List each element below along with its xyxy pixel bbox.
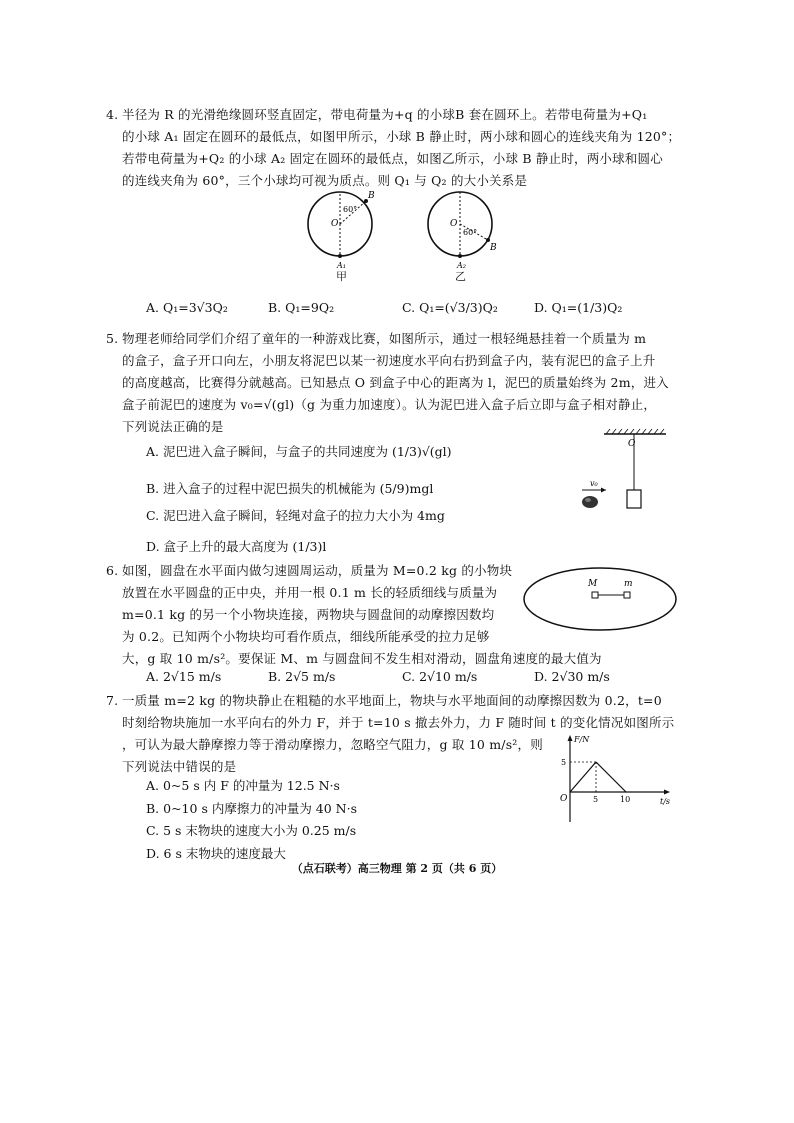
x-tick-5: 5 xyxy=(593,795,599,804)
question-number: 5. xyxy=(106,331,119,346)
question-text-line: 盒子前泥巴的速度为 v₀=√(gl)（g 为重力加速度）。认为泥巴进入盒子后立即与盒子相对静止， xyxy=(122,397,657,412)
label-A1: A₁ xyxy=(337,261,346,270)
page-footer: （点石联考）高三物理 第 2 页（共 6 页） xyxy=(291,862,503,875)
question-text-line: 的连线夹角为 60°，三个小球均可视为质点。则 Q₁ 与 Q₂ 的大小关系是 xyxy=(122,173,528,188)
option-b[interactable]: B. 0~10 s 内摩擦力的冲量为 40 N·s xyxy=(146,801,358,816)
option-b[interactable]: B. Q₁=9Q₂ xyxy=(268,300,335,315)
axis-x-label: t/s xyxy=(660,797,671,806)
option-d[interactable]: D. 2√30 m/s xyxy=(534,669,610,684)
option-b[interactable]: B. 进入盒子的过程中泥巴损失的机械能为 (5/9)mgl xyxy=(146,481,434,496)
question-4 xyxy=(106,104,682,192)
caption-jia: 甲 xyxy=(336,270,347,283)
figure-yi xyxy=(420,188,510,278)
question-text-line: 放置在水平圆盘的正中央，并用一根 0.1 m 长的轻质细线与质量为 xyxy=(122,585,498,600)
question-text-line: 的小球 A₁ 固定在圆环的最低点，如图甲所示，小球 B 静止时，两小球和圆心的连线夹角为 120°； xyxy=(122,129,681,144)
label-angle: 60° xyxy=(343,205,358,214)
option-c[interactable]: C. 5 s 末物块的速度大小为 0.25 m/s xyxy=(146,823,357,838)
option-c[interactable]: C. Q₁=(√3/3)Q₂ xyxy=(402,300,498,315)
question-text-line: 的盒子，盒子开口向左，小朋友将泥巴以某一初速度水平向右扔到盒子内，装有泥巴的盒子上升 xyxy=(122,353,656,368)
question-text-line: 若带电荷量为+Q₂ 的小球 A₂ 固定在圆环的最低点，如图乙所示，小球 B 静止时，两小球和圆心 xyxy=(122,151,663,166)
question-text-line: 下列说法中错误的是 xyxy=(122,759,237,774)
question-number: 4. xyxy=(106,107,119,122)
x-tick-10: 10 xyxy=(620,795,631,804)
label-m: m xyxy=(624,579,633,589)
figure-pendulum xyxy=(576,428,676,518)
question-5 xyxy=(106,328,682,438)
option-c[interactable]: C. 2√10 m/s xyxy=(402,669,478,684)
option-d[interactable]: D. 盒子上升的最大高度为 (1/3)l xyxy=(146,539,327,554)
label-B: B xyxy=(490,243,497,253)
option-d[interactable]: D. 6 s 末物块的速度最大 xyxy=(146,846,286,861)
question-text-line: 一质量 m=2 kg 的物块静止在粗糙的水平地面上，物块与水平地面间的动摩擦因数为 0.2，t=0 xyxy=(122,693,662,708)
axis-y-label: F/N xyxy=(574,735,590,744)
mud-ball xyxy=(582,496,598,508)
question-text-line: 的高度越高，比赛得分就越高。已知悬点 O 到盒子中心的距离为 l，泥巴的质量始终为 2m，进入 xyxy=(122,375,669,390)
label-O: O xyxy=(331,219,339,229)
option-a[interactable]: A. 0~5 s 内 F 的冲量为 12.5 N·s xyxy=(146,778,340,793)
question-text-line: m=0.1 kg 的另一个小物块连接，两物块与圆盘间的动摩擦因数均 xyxy=(122,607,495,622)
option-d[interactable]: D. Q₁=(1/3)Q₂ xyxy=(534,300,623,315)
label-O: O xyxy=(628,439,636,449)
y-tick-5: 5 xyxy=(561,758,567,767)
question-text-line: 物理老师给同学们介绍了童年的一种游戏比赛，如图所示，通过一根轻绳悬挂着一个质量为 m xyxy=(122,331,647,346)
question-number: 6. xyxy=(106,563,119,578)
question-text-line: 为 0.2。已知两个小物块均可看作质点，细线所能承受的拉力足够 xyxy=(122,629,490,644)
option-a[interactable]: A. Q₁=3√3Q₂ xyxy=(146,300,228,315)
question-text-line: 如图，圆盘在水平面内做匀速圆周运动，质量为 M=0.2 kg 的小物块 xyxy=(122,563,513,578)
question-text-line: 半径为 R 的光滑绝缘圆环竖直固定，带电荷量为+q 的小球B 套在圆环上。若带电荷量为+Q₁ xyxy=(122,107,648,122)
option-c[interactable]: C. 泥巴进入盒子瞬间，轻绳对盒子的拉力大小为 4mg xyxy=(146,508,445,523)
question-text-line: ，可认为最大静摩擦力等于滑动摩擦力，忽略空气阻力，g 取 10 m/s²，则 xyxy=(122,737,543,752)
figure-jia xyxy=(300,188,380,278)
label-A2: A₂ xyxy=(457,261,466,270)
label-B: B xyxy=(368,191,375,201)
question-text-line: 时刻给物块施加一水平向右的外力 F，并于 t=10 s 撤去外力，力 F 随时间 t 的变化情况如图所示 xyxy=(122,715,675,730)
label-v0: v₀ xyxy=(590,479,598,488)
option-b[interactable]: B. 2√5 m/s xyxy=(268,669,336,684)
label-angle: 60° xyxy=(463,228,478,237)
options-q4 xyxy=(122,300,682,324)
label-O: O xyxy=(450,219,458,229)
option-a[interactable]: A. 2√15 m/s xyxy=(146,669,222,684)
question-text-line: 下列说法正确的是 xyxy=(122,419,224,434)
origin-label: O xyxy=(560,794,568,804)
question-number: 7. xyxy=(106,693,119,708)
question-text-line: 大，g 取 10 m/s²。要保证 M、m 与圆盘间不发生相对滑动，圆盘角速度的最大值为 xyxy=(122,651,602,666)
label-M: M xyxy=(588,579,598,589)
option-a[interactable]: A. 泥巴进入盒子瞬间，与盒子的共同速度为 (1/3)√(gl) xyxy=(146,444,452,459)
caption-yi: 乙 xyxy=(455,270,466,283)
figure-force-graph xyxy=(556,730,686,830)
figure-disk xyxy=(520,566,680,636)
